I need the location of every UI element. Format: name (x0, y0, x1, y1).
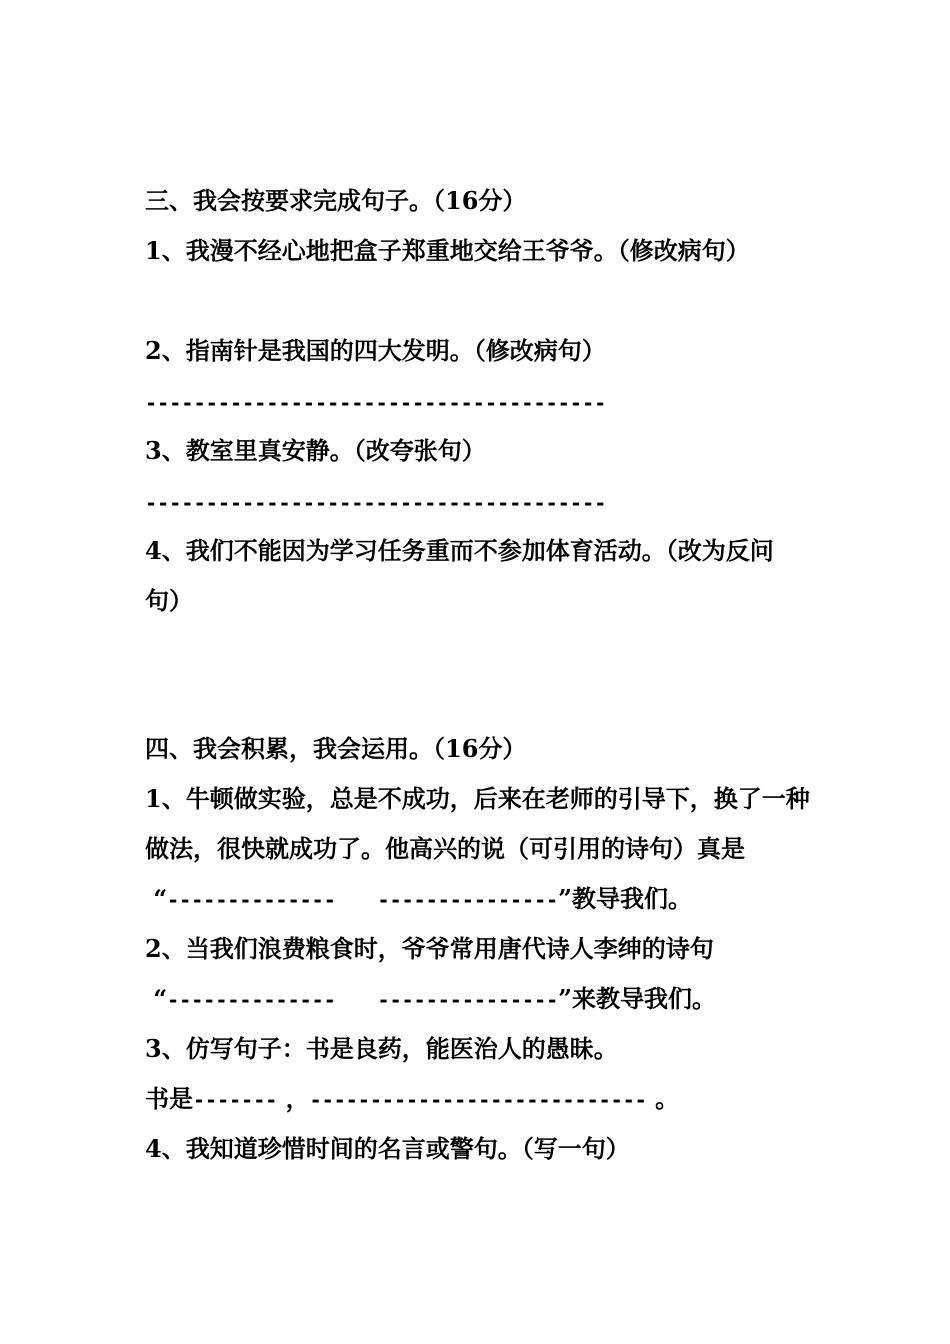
section-3-question-4-line-1: 4、我们不能因为学习任务重而不参加体育活动。（改为反问 (145, 536, 774, 565)
section-3-heading: 三、我会按要求完成句子。（16分） (145, 186, 527, 215)
section-3-question-2: 2、指南针是我国的四大发明。（修改病句） (145, 336, 606, 365)
open-quote: “ (145, 984, 168, 1013)
section-4-question-2-line-2 (145, 984, 716, 1015)
open-quote: “ (145, 884, 168, 913)
section-4-question-3-line-1: 3、仿写句子：书是良药，能医治人的愚昧。 (145, 1034, 618, 1063)
section-4-question-1-line-1: 1、牛顿做实验，总是不成功，后来在老师的引导下，换了一种 (145, 784, 810, 813)
section-3-question-3-answer-line: -------------------------------------- (145, 491, 607, 515)
close-quote-text: ”来教导我们。 (558, 984, 716, 1013)
section-4-question-2-line-1: 2、当我们浪费粮食时，爷爷常用唐代诗人李绅的诗句 (145, 934, 714, 963)
blank-gap (336, 884, 378, 913)
section-4-heading: 四、我会积累，我会运用。（16分） (145, 734, 527, 763)
comma: ， (277, 1084, 310, 1113)
section-4-question-1-line-3 (145, 884, 692, 915)
answer-blank-1: -------------- (167, 888, 336, 912)
section-3-question-4-line-2: 句） (145, 586, 193, 615)
answer-blank-1: -------------- (167, 988, 336, 1012)
section-4-question-3-line-2 (145, 1084, 679, 1115)
answer-blank-2: --------------- (377, 988, 559, 1012)
section-4-question-1-line-2: 做法，很快就成功了。他高兴的说（可引用的诗句）真是 (145, 834, 745, 863)
section-3-question-2-answer-line: -------------------------------------- (145, 391, 607, 415)
blank-gap (336, 984, 378, 1013)
close-quote-text: ”教导我们。 (558, 884, 692, 913)
section-3-question-3: 3、教室里真安静。（改夸张句） (145, 436, 486, 465)
answer-blank-2: --------------- (377, 888, 559, 912)
section-3-question-1: 1、我漫不经心地把盒子郑重地交给王爷爷。（修改病句） (145, 236, 750, 265)
prompt-start: 书是 (145, 1084, 193, 1113)
answer-blank-2: ---------------------------- (309, 1088, 647, 1112)
section-4-question-4: 4、我知道珍惜时间的名言或警句。（写一句） (145, 1134, 630, 1163)
period: 。 (646, 1084, 680, 1113)
answer-blank-1: ------- (193, 1088, 278, 1112)
